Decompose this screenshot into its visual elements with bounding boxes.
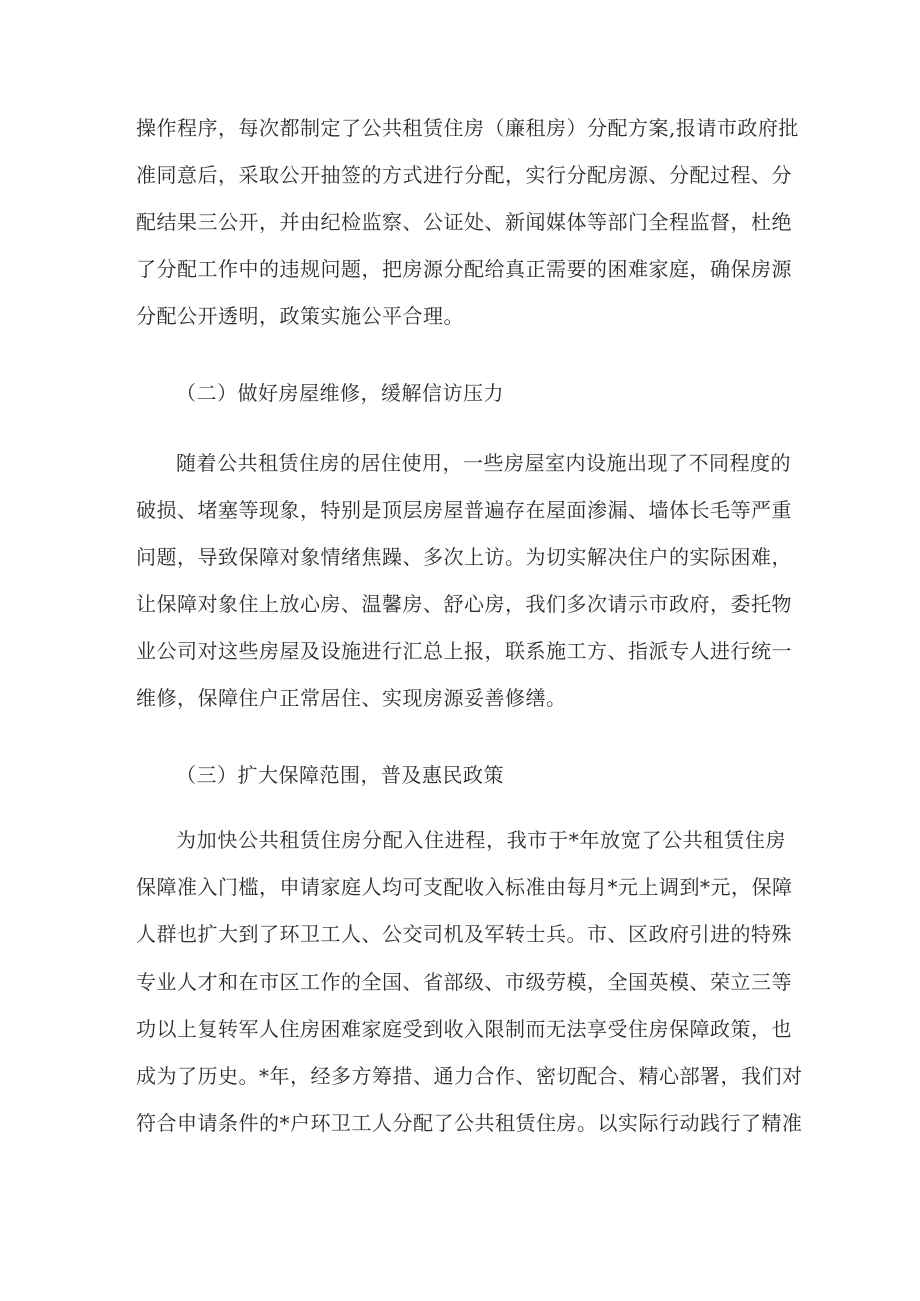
paragraph-1-line-1: 操作程序，每次都制定了公共租赁住房（廉租房）分配方案,报请市政府批 xyxy=(136,116,799,140)
paragraph-2-line-5: 业公司对这些房屋及设施进行汇总上报，联系施工方、指派专人进行统一 xyxy=(136,639,792,663)
paragraph-2-line-1: 随着公共租赁住房的居住使用，一些房屋室内设施出现了不同程度的 xyxy=(176,451,791,475)
paragraph-3-line-7: 符合申请条件的*户环卫工人分配了公共租赁住房。以实际行动践行了精准 xyxy=(136,1111,803,1135)
paragraph-3-line-1: 为加快公共租赁住房分配入住进程，我市于*年放宽了公共租赁住房 xyxy=(176,828,786,852)
paragraph-2-line-4: 让保障对象住上放心房、温馨房、舒心房，我们多次请示市政府，委托物 xyxy=(136,592,792,616)
paragraph-3-line-3: 人群也扩大到了环卫工人、公交司机及军转士兵。市、区政府引进的特殊 xyxy=(136,922,792,946)
paragraph-3-line-5: 功以上复转军人住房困难家庭受到收入限制而无法享受住房保障政策，也 xyxy=(136,1017,792,1041)
paragraph-2-line-6: 维修，保障住户正常居住、实现房源妥善修缮。 xyxy=(136,686,567,710)
paragraph-1-line-4: 了分配工作中的违规问题，把房源分配给真正需要的困难家庭，确保房源 xyxy=(136,257,792,281)
section-heading-2: （二）做好房屋维修，缓解信访压力 xyxy=(176,381,504,405)
paragraph-1-line-5: 分配公开透明，政策实施公平合理。 xyxy=(136,304,464,328)
paragraph-2-line-2: 破损、堵塞等现象，特别是顶层房屋普遍存在屋面渗漏、墙体长毛等严重 xyxy=(136,498,792,522)
paragraph-3-line-4: 专业人才和在市区工作的全国、省部级、市级劳模，全国英模、荣立三等 xyxy=(136,970,792,994)
paragraph-1-line-3: 配结果三公开，并由纪检监察、公证处、新闻媒体等部门全程监督，杜绝 xyxy=(136,210,792,234)
paragraph-1-line-2: 准同意后，采取公开抽签的方式进行分配，实行分配房源、分配过程、分 xyxy=(136,163,792,187)
section-heading-3: （三）扩大保障范围，普及惠民政策 xyxy=(176,763,504,787)
paragraph-2-line-3: 问题，导致保障对象情绪焦躁、多次上访。为切实解决住户的实际困难， xyxy=(136,545,792,569)
paragraph-3-line-6: 成为了历史。*年，经多方筹措、通力合作、密切配合、精心部署，我们对 xyxy=(136,1064,803,1088)
paragraph-3-line-2: 保障准入门槛，申请家庭人均可支配收入标准由每月*元上调到*元，保障 xyxy=(136,875,793,899)
